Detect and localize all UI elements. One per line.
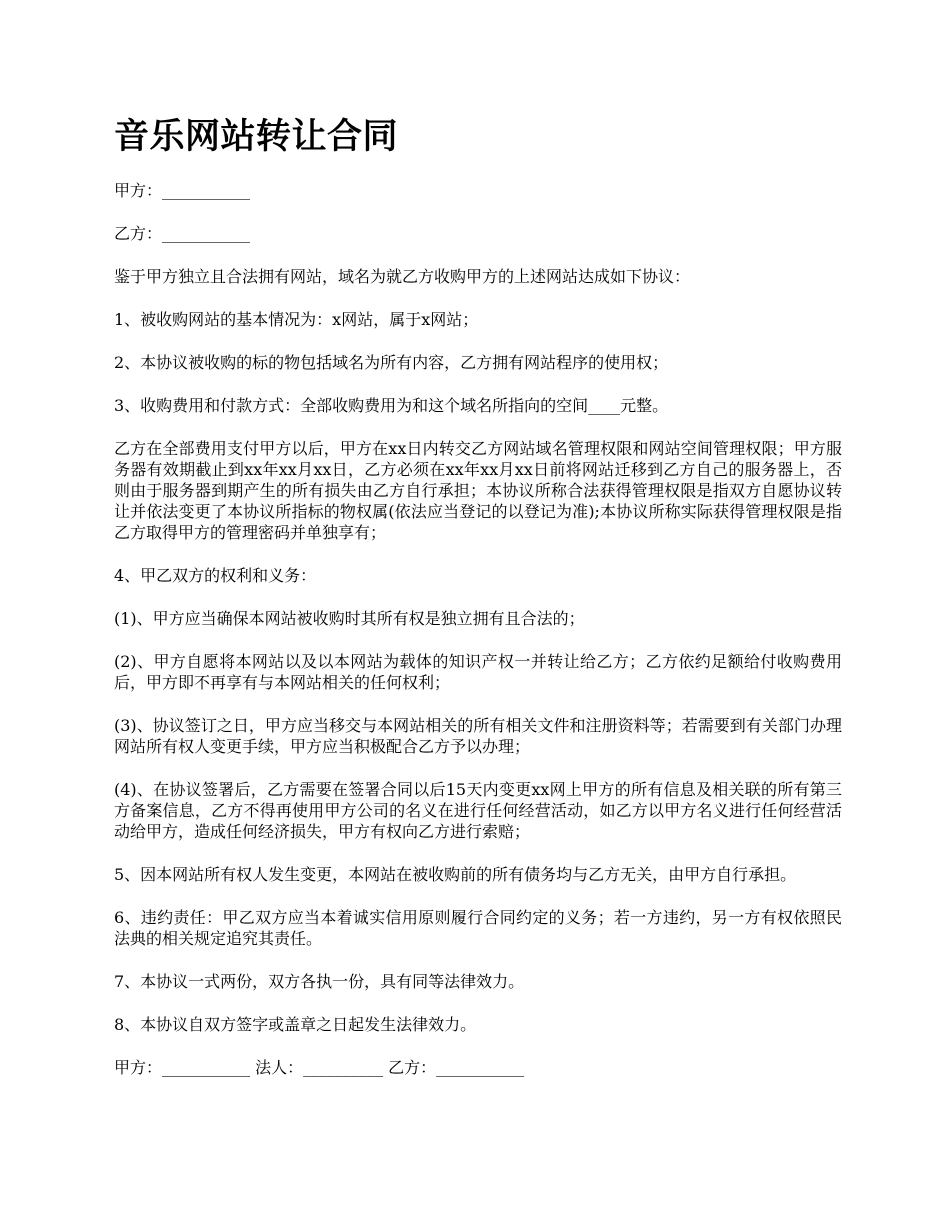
clause-1: 1、被收购网站的基本情况为：x网站，属于x网站； (114, 310, 479, 329)
clause-4-item-2: (2)、甲方自愿将本网站以及以本网站为载体的知识产权一并转让给乙方；乙方依约足额给付收购费用后，甲方即不再享有与本网站相关的任何权利； (114, 652, 842, 692)
signature-line: 甲方：___________ 法人：__________ 乙方：___________ (114, 1058, 525, 1077)
clause-6: 6、违约责任：甲乙双方应当本着诚实信用原则履行合同约定的义务；若一方违约，另一方有权依照民法典的相关规定追究其责任。 (114, 908, 842, 948)
clause-8: 8、本协议自双方签字或盖章之日起发生法律效力。 (114, 1015, 477, 1034)
preamble-paragraph: 鉴于甲方独立且合法拥有网站，域名为就乙方收购甲方的上述网站达成如下协议： (114, 267, 691, 286)
clause-7: 7、本协议一式两份，双方各执一份，具有同等法律效力。 (114, 972, 525, 991)
clause-4-item-1: (1)、甲方应当确保本网站被收购时其所有权是独立拥有且合法的； (114, 609, 585, 628)
clause-4: 4、甲乙双方的权利和义务： (114, 566, 317, 585)
party-b-line: 乙方：___________ (114, 224, 251, 243)
clause-3: 3、收购费用和付款方式：全部收购费用为和这个域名所指向的空间____元整。 (114, 396, 669, 415)
clause-4-item-4: (4)、在协议签署后，乙方需要在签署合同以后15天内变更xx网上甲方的所有信息及相关联的所有第三方备案信息，乙方不得再使用甲方公司的名义在进行任何经营活动，如乙方以甲方名义进行任何经营活动给甲方，造成任何经济损失，甲方有权向乙方进行索赔； (114, 780, 842, 841)
party-a-line: 甲方：___________ (114, 181, 251, 200)
clause-3-detail: 乙方在全部费用支付甲方以后，甲方在xx日内转交乙方网站域名管理权限和网站空间管理权限；甲方服务器有效期截止到xx年xx月xx日，乙方必须在xx年xx月xx日前将网站迁移到乙方自己的服务器上，否则由于服务器到期产生的所有损失由乙方自行承担；本协议所称合法获得管理权限是指双方自愿协议转让并依法变更了本协议所指标的物权属(依法应当登记的以登记为准);本协议所称实际获得管理权限是指乙方取得甲方的管理密码并单独享有； (114, 439, 842, 542)
clause-5: 5、因本网站所有权人发生变更，本网站在被收购前的所有债务均与乙方无关，由甲方自行承担。 (114, 865, 797, 884)
document-body (114, 112, 842, 1100)
clause-4-item-3: (3)、协议签订之日，甲方应当移交与本网站相关的所有相关文件和注册资料等；若需要到有关部门办理网站所有权人变更手续，甲方应当积极配合乙方予以办理； (114, 716, 842, 756)
document-title: 音乐网站转让合同 (114, 116, 399, 157)
clause-2: 2、本协议被收购的标的物包括域名为所有内容，乙方拥有网站程序的使用权； (114, 353, 669, 372)
